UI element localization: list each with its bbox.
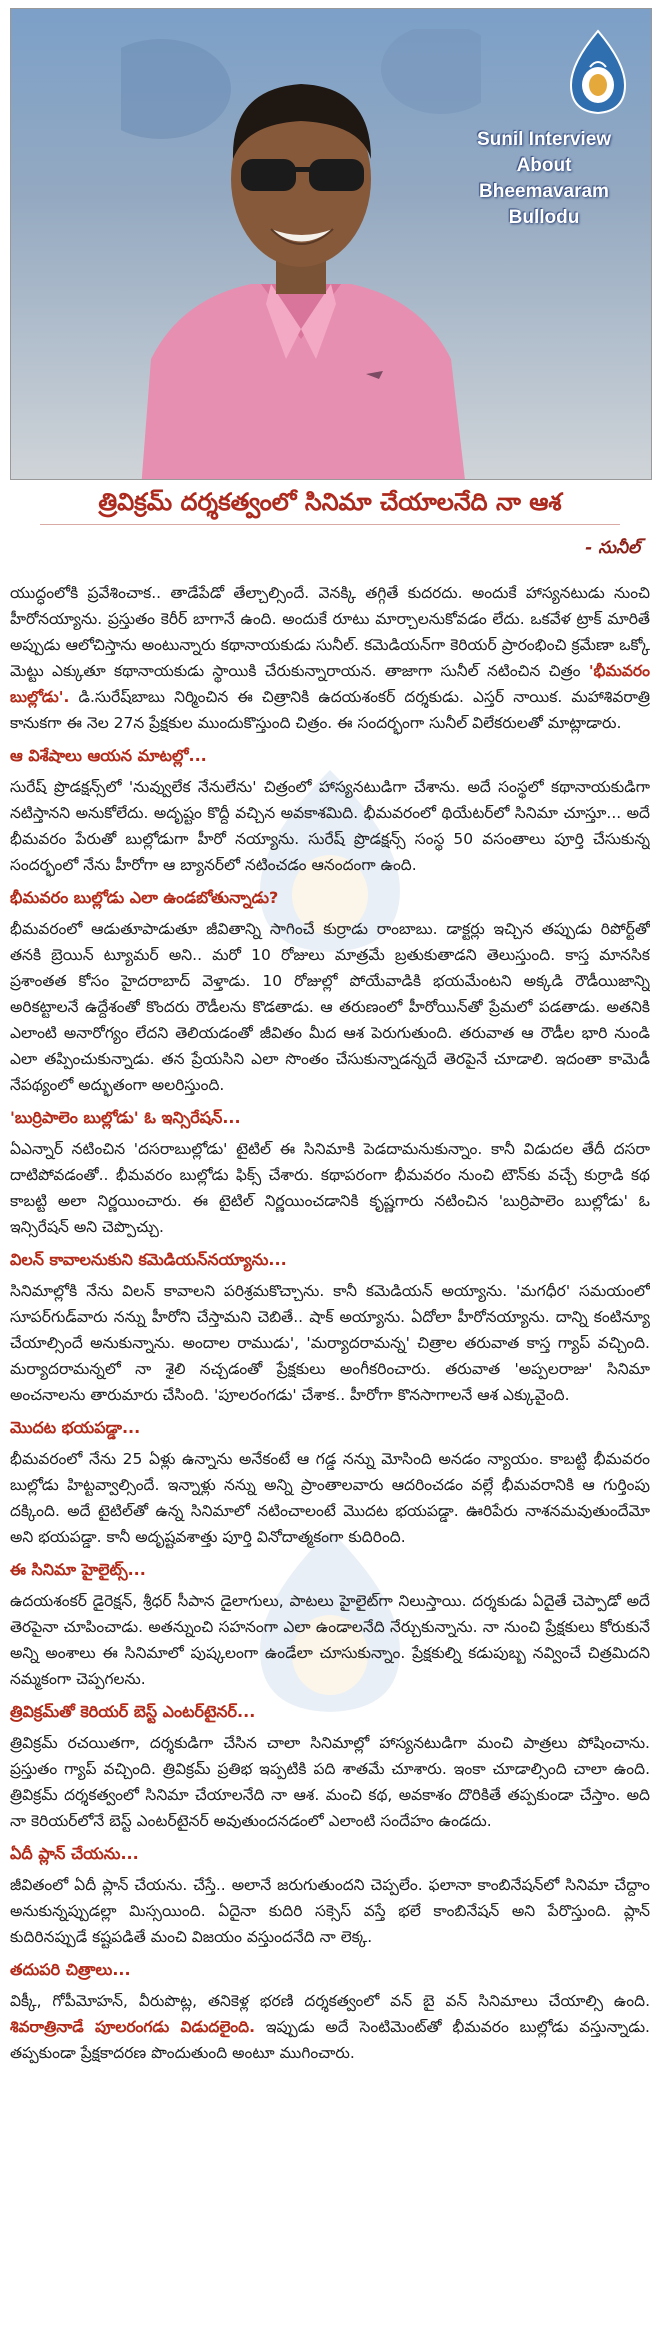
article-body — [10, 580, 650, 2315]
actor-photo-illustration — [121, 29, 481, 480]
section-heading: మొదట భయపడ్డా... — [10, 1418, 141, 1437]
section-body: ఉదయశంకర్ డైరెక్షన్, శ్రీధర్ సీపాన డైలాగులు, పాటలు హైలైట్‌గా నిలుస్తాయి. దర్శకుడు ఏదైతే చెప్పాడో అదే తెరపైనా చూపించాడు. అతన్నుంచి సహనంగా ఎలా ఉండాలనేది నేర్చుకున్నాను. నా నుంచి ప్రేక్షకులు కోరుకునే అన్ని అంశాలు ఈ సినిమాలో పుష్కలంగా ఉండేలా చూసుకున్నాం. ప్రేక్షకుల్ని కడుపుబ్బ నవ్వించే చిత్రమిదని నమ్మకంగా చెప్పగలను. — [10, 1592, 650, 1688]
site-logo-icon — [563, 27, 633, 117]
section-heading: భీమవరం బుల్లోడు ఎలా ఉండబోతున్నాడు? — [10, 888, 279, 907]
section-heading: 'బుర్రిపాలెం బుల్లోడు' ఓ ఇన్సిరేషన్... — [10, 1108, 241, 1127]
section-heading: తదుపరి చిత్రాలు... — [10, 1960, 131, 1979]
section-heading: ఈ సినిమా హైలైట్స్... — [10, 1560, 146, 1579]
overlay-line-2: About — [516, 155, 572, 176]
section-body: సినిమాల్లోకి నేను విలన్ కావాలని పరిశ్రమకొచ్చాను. కానీ కమెడియన్ అయ్యాను. 'మగధీర' సమయంలో సూపర్‌గుడ్‌వారు నన్ను హీరోని చేస్తామని చెబితే.. షాక్ అయ్యాను. ఏదోలా హీరోనయ్యాను. దాన్ని కంటిన్యూ చేయాల్సిందే అనుకున్నాను. అందాల రాముడు', 'మర్యాదరామన్న' చిత్రాల తరువాత కాస్త గ్యాప్ వచ్చింది. మర్యాదరామన్నలో నా శైలి నచ్చడంతో ప్రేక్షకులు అంగీకరించారు. తరువాత 'అప్పలరాజు' సినిమా అంచనాలను తారుమారు చేసింది. 'పూలరంగడు' చేశాక.. హీరోగా కొనసాగాలనే ఆశ ఎక్కువైంది. — [10, 1282, 650, 1404]
hero-photo — [10, 8, 652, 480]
section-body: భీమవరంలో నేను 25 ఏళ్లు ఉన్నాను అనేకంటే ఆ గడ్డ నన్ను మోసింది అనడం న్యాయం. కాబట్టి భీమవరం బుల్లోడు హిట్టవ్వాల్సిందే. ఇన్నాళ్లు నన్ను అన్ని ప్రాంతాలవారు ఆదరించడం వల్లే భీమవరానికి ఆ గుర్తింపు దక్కింది. అదే టైటిల్‌తో ఉన్న సినిమాలో నటించాలంటే మొదట భయపడ్డా. ఊరిపేరు నాశనమవుతుందేమో అని భయపడ్డా. కానీ అదృష్టవశాత్తు పూర్తి వినోదాత్మకంగా కుదిరింది. — [10, 1450, 650, 1546]
section-body: జీవితంలో ఏదీ ప్లాన్ చేయను. చేస్తే.. అలానే జరుగుతుందని చెప్పలేం. ఫలానా కాంబినేషన్‌లో సినిమా చేద్దాం అనుకున్నప్పుడల్లా మిస్సయింది. ఏదైనా కుదిరి సక్సెస్ వస్తే భలే కాంబినేషన్ అని పేరొస్తుంది. ప్లాన్ కుదిరినప్పుడే కష్టపడితే మంచి విజయం వస్తుందనేది నా లెక్క. — [10, 1876, 650, 1946]
headline-divider — [40, 524, 620, 525]
article-byline: - సునీల్ — [585, 538, 640, 558]
section-body: త్రివిక్రమ్ రచయితగా, దర్శకుడిగా చేసిన చాలా సినిమాల్లో హాస్యనటుడిగా మంచి పాత్రలు పోషించాను. ప్రస్తుతం గ్యాప్ వచ్చింది. త్రివిక్రమ్ ప్రతిభ ఇప్పటికి పది శాతమే చూశారు. ఇంకా చూడాల్సింది చాలా ఉంది. త్రివిక్రమ్ దర్శకత్వంలో సినిమా చేయాలనేది నా ఆశ. మంచి కథ, అవకాశం దొరికితే తప్పకుండా చేస్తాం. అది నా కెరియర్‌లోనే బెస్ట్ ఎంటర్‌టైనర్ అవుతుందనడంలో ఎలాంటి సందేహం ఉండదు. — [10, 1734, 650, 1830]
closing-tail: ఇప్పుడు అదే సెంటిమెంట్‌తో భీమవరం బుల్లోడు వస్తున్నాడు. తప్పకుండా ప్రేక్షకాదరణ పొందుతుంది అంటూ ముగించారు. — [10, 2018, 650, 2062]
section-body — [10, 1988, 650, 2066]
article-headline: త్రివిక్రమ్ దర్శకత్వంలో సినిమా చేయాలనేది నా ఆశ — [98, 488, 562, 516]
closing-lead: శివరాత్రినాడే పూలరంగడు విడుదలైంది. — [10, 2018, 255, 2036]
section-heading: ఏదీ ప్లాన్ చేయను... — [10, 1844, 139, 1863]
overlay-line-1: Sunil Interview — [476, 129, 612, 150]
overlay-line-3: Bheemavaram Bullodu — [479, 181, 609, 228]
intro-paragraph — [10, 580, 650, 736]
section-body: ఏఎన్నార్ నటించిన 'దసరాబుల్లోడు' టైటిల్ ఈ సినిమాకి పెడదామనుకున్నాం. కానీ విడుదల తేదీ దసరా దాటిపోవడంతో.. భీమవరం బుల్లోడు ఫిక్స్ చేశారు. కథాపరంగా భీమవరం నుంచి టౌన్‌కు వచ్చే కుర్రాడి కథ కాబట్టి అలా నిర్ణయించారు. ఈ టైటిల్ నిర్ణయించడానికి కృష్ణగారు నటించిన 'బుర్రిపాలెం బుల్లోడు' ఓ ఇన్సిరేషన్ అని చెప్పొచ్చు. — [10, 1140, 650, 1236]
intro-text: యుద్ధంలోకి ప్రవేశించాక.. తాడేపేడో తేల్చాల్సిందే. వెనక్కి తగ్గితే కుదరదు. అందుకే హాస్యనటుడు నుంచి హీరోనయ్యాను. ప్రస్తుతం కెరీర్ బాగానే ఉంది. అందుకే రూటు మార్చాలనుకోవడం లేదు. ఒకవేళ ట్రాక్ మారితే అప్పుడు ఆలోచిస్తాను అంటున్నారు కథానాయకుడు సునీల్. కమెడియన్‌గా కెరియర్ ప్రారంభించి క్రమేణా ఒక్కో మెట్టు ఎక్కుతూ కథానాయకుడు స్థాయికి చేరుకున్నారాయన. తాజాగా సునీల్ నటించిన చిత్రం — [10, 584, 650, 680]
section-heading: ఆ విశేషాలు ఆయన మాటల్లో... — [10, 746, 207, 765]
section-heading: త్రివిక్రమ్‌తో కెరియర్ బెస్ట్ ఎంటర్‌టైనర్... — [10, 1702, 256, 1721]
next-films-text: విక్కీ, గోపీమోహన్, వీరుపొట్ల, తనికెళ్ల భరణి దర్శకత్వంలో వన్ బై వన్ సినిమాలు చేయాల్సి ఉంది. — [10, 1992, 650, 2010]
section-body: సురేష్ ప్రొడక్షన్స్‌లో 'నువ్వులేక నేనులేను' చిత్రంలో హాస్యనటుడిగా చేశాను. అదే సంస్థలో కథానాయకుడిగా నటిస్తానని అనుకోలేదు. అదృష్టం కొద్దీ వచ్చిన అవకాశమిది. భీమవరంలో థియేటర్‌లో సినిమా చూస్తూ... అదే భీమవరం పేరుతో బుల్లోడుగా హీరో నయ్యాను. సురేష్ ప్రొడక్షన్స్ సంస్థ 50 వసంతాలు పూర్తి చేసుకున్న సందర్భంలో నేను హీరోగా ఆ బ్యానర్‌లో నటించడం ఆనందంగా ఉంది. — [10, 778, 650, 874]
section-heading: విలన్ కావాలనుకుని కమెడియన్‌నయ్యాను... — [10, 1250, 287, 1269]
interview-title-overlay — [455, 127, 633, 231]
section-body: భీమవరంలో ఆడుతూపాడుతూ జీవితాన్ని సాగించే కుర్రాడు రాంబాబు. డాక్టర్లు ఇచ్చిన తప్పుడు రిపోర్ట్‌తో తనకి బ్రెయిన్ ట్యూమర్ అని.. మరో 10 రోజులు మాత్రమే బ్రతుకుతాడని తెలుస్తుంది. కాస్త మానసిక ప్రశాంతత కోసం హైదరాబాద్ వెళ్తాడు. 10 రోజుల్లో పోయేవాడికి భయమేంటని అక్కడి రౌడీయిజాన్ని అరికట్టాలనే ఉద్దేశంతో కొందరు రౌడీలను కొడతాడు. ఆ తరుణంలో హీరోయిన్‌తో ప్రేమలో పడతాడు. అతనికి ఎలాంటి అనారోగ్యం లేదని తెలియడంతో జీవితం మీద ఆశ పెరుగుతుంది. తరువాత ఆ రౌడీల భారి నుండి ఎలా తప్పించుకున్నాడు. తన ప్రేయసిని ఎలా సొంతం చేసుకున్నాడన్నదే తెరపైనే చూడాలి. ఇదంతా కామెడీ నేపథ్యంలో అద్భుతంగా అలరిస్తుంది. — [10, 920, 650, 1094]
intro-movie-title: 'భీమవరం బుల్లోడు'. — [10, 662, 650, 706]
intro-tail-text: డి.సురేష్‌బాబు నిర్మించిన ఈ చిత్రానికి ఉదయశంకర్ దర్శకుడు. ఎస్తర్ నాయిక. మహాశివరాత్రి కానుకగా ఈ నెల 27న ప్రేక్షకుల ముందుకొస్తుంది చిత్రం. ఈ సందర్భంగా సునీల్ విలేకరులతో మాట్లాడారు. — [10, 688, 650, 732]
